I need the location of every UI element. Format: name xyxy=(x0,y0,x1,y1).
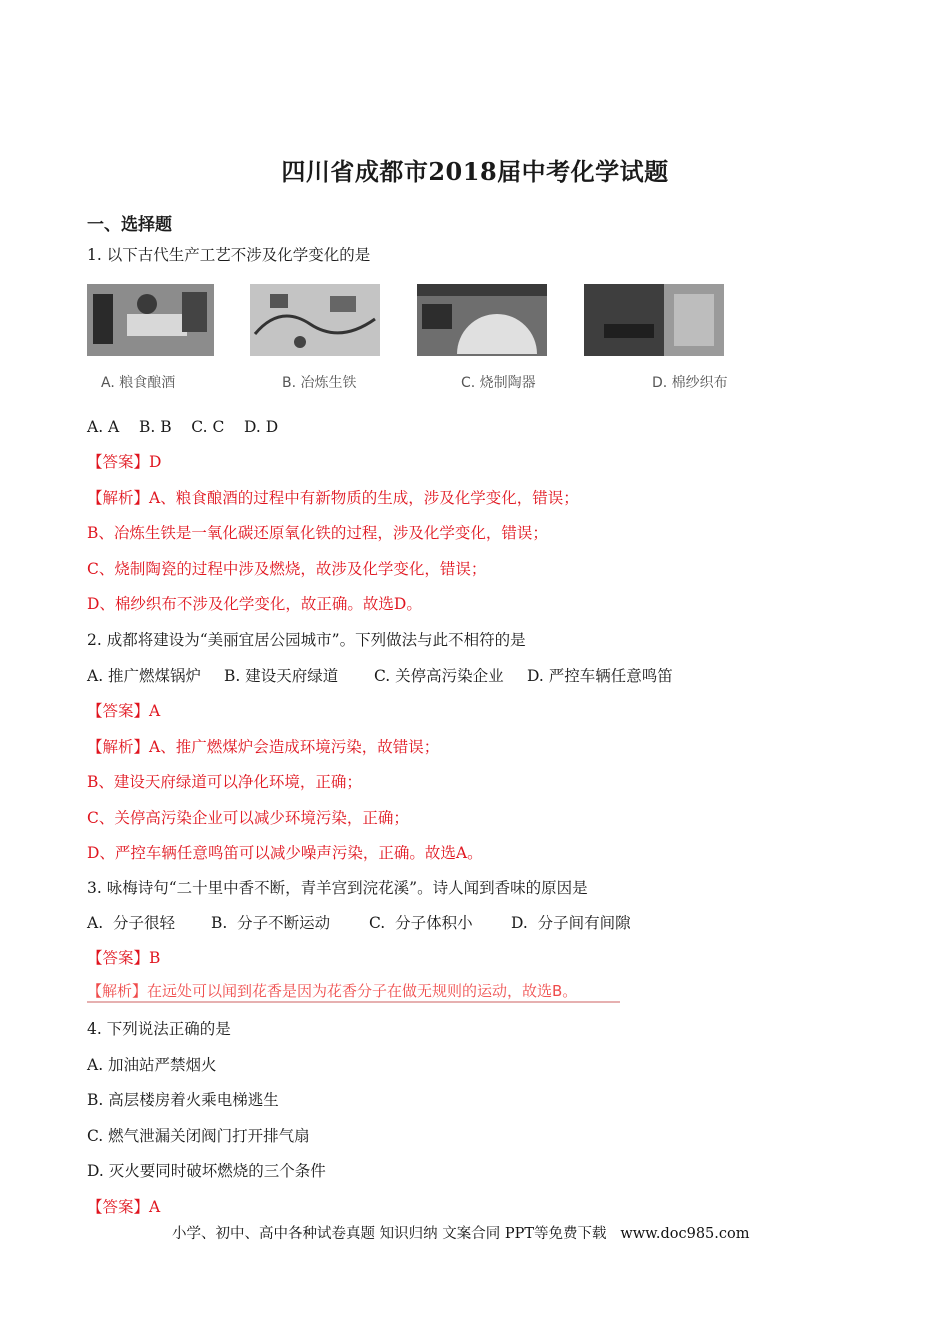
q3-option-d: D. 分子间有间隙 xyxy=(511,914,631,932)
q2-analysis-line: C、关停高污染企业可以减少环境污染，正确； xyxy=(87,809,409,827)
q2-option-c: C. 关停高污染企业 xyxy=(374,667,504,685)
q2-option-a: A. 推广燃煤锅炉 xyxy=(87,667,202,685)
figure-image-c xyxy=(417,284,547,356)
q3-analysis: 【解析】在远处可以闻到花香是因为花香分子在做无规则的运动，故选B。 xyxy=(87,982,578,1000)
q2-stem: 2. 成都将建设为“美丽宜居公园城市”。下列做法与此不相符的是 xyxy=(87,631,526,649)
q4-option-b: B. 高层楼房着火乘电梯逃生 xyxy=(87,1091,279,1109)
q2-options xyxy=(87,666,673,686)
q1-options: A. A B. B C. C D. D xyxy=(87,418,279,436)
q3-stem: 3. 咏梅诗句“二十里中香不断，青羊宫到浣花溪”。诗人闻到香味的原因是 xyxy=(87,879,588,897)
analysis-underline xyxy=(87,1001,620,1003)
q2-analysis-line: B、建设天府绿道可以净化环境，正确； xyxy=(87,773,362,791)
q4-option-d: D. 灭火要同时破坏燃烧的三个条件 xyxy=(87,1162,326,1180)
section-heading: 一、选择题 xyxy=(87,215,172,235)
q1-analysis-line: C、烧制陶瓷的过程中涉及燃烧，故涉及化学变化，错误； xyxy=(87,560,487,578)
q4-answer: 【答案】A xyxy=(87,1198,161,1216)
q3-answer: 【答案】B xyxy=(87,949,161,967)
q3-option-c: C. 分子体积小 xyxy=(369,914,473,932)
q1-analysis-line: 【解析】A、粮食酿酒的过程中有新物质的生成，涉及化学变化，错误； xyxy=(87,489,579,507)
page-title: 四川省成都市2018届中考化学试题 xyxy=(281,157,669,186)
q2-analysis-line: D、严控车辆任意鸣笛可以减少噪声污染，正确。故选A。 xyxy=(87,844,483,862)
q2-option-b: B. 建设天府绿道 xyxy=(224,667,339,685)
q2-answer: 【答案】A xyxy=(87,702,161,720)
q1-analysis-line: D、棉纱织布不涉及化学变化，故正确。故选D。 xyxy=(87,595,422,613)
q4-option-a: A. 加油站严禁烟火 xyxy=(87,1056,217,1074)
page-footer: 小学、初中、高中各种试卷真题 知识归纳 文案合同 PPT等免费下载 www.doc985.com xyxy=(172,1226,750,1242)
q2-option-d: D. 严控车辆任意鸣笛 xyxy=(527,667,673,685)
q1-figure xyxy=(87,276,767,396)
figure-image-a xyxy=(87,284,214,356)
caption-a: A. 粮食酿酒 xyxy=(101,375,176,391)
caption-d: D. 棉纱织布 xyxy=(652,375,728,391)
figure-image-b xyxy=(250,284,380,356)
q4-option-c: C. 燃气泄漏关闭阀门打开排气扇 xyxy=(87,1127,310,1145)
q3-option-b: B. 分子不断运动 xyxy=(211,914,331,932)
q3-options xyxy=(87,913,631,933)
caption-b: B. 冶炼生铁 xyxy=(282,375,357,391)
q1-stem: 1. 以下古代生产工艺不涉及化学变化的是 xyxy=(87,246,371,264)
figure-image-d xyxy=(584,284,724,356)
q1-analysis-line: B、冶炼生铁是一氧化碳还原氧化铁的过程，涉及化学变化，错误； xyxy=(87,524,548,542)
caption-c: C. 烧制陶器 xyxy=(461,375,536,391)
q4-stem: 4. 下列说法正确的是 xyxy=(87,1020,231,1038)
q1-answer: 【答案】D xyxy=(87,453,162,471)
q3-option-a: A. 分子很轻 xyxy=(87,914,175,932)
q2-analysis-line: 【解析】A、推广燃煤炉会造成环境污染，故错误； xyxy=(87,738,440,756)
